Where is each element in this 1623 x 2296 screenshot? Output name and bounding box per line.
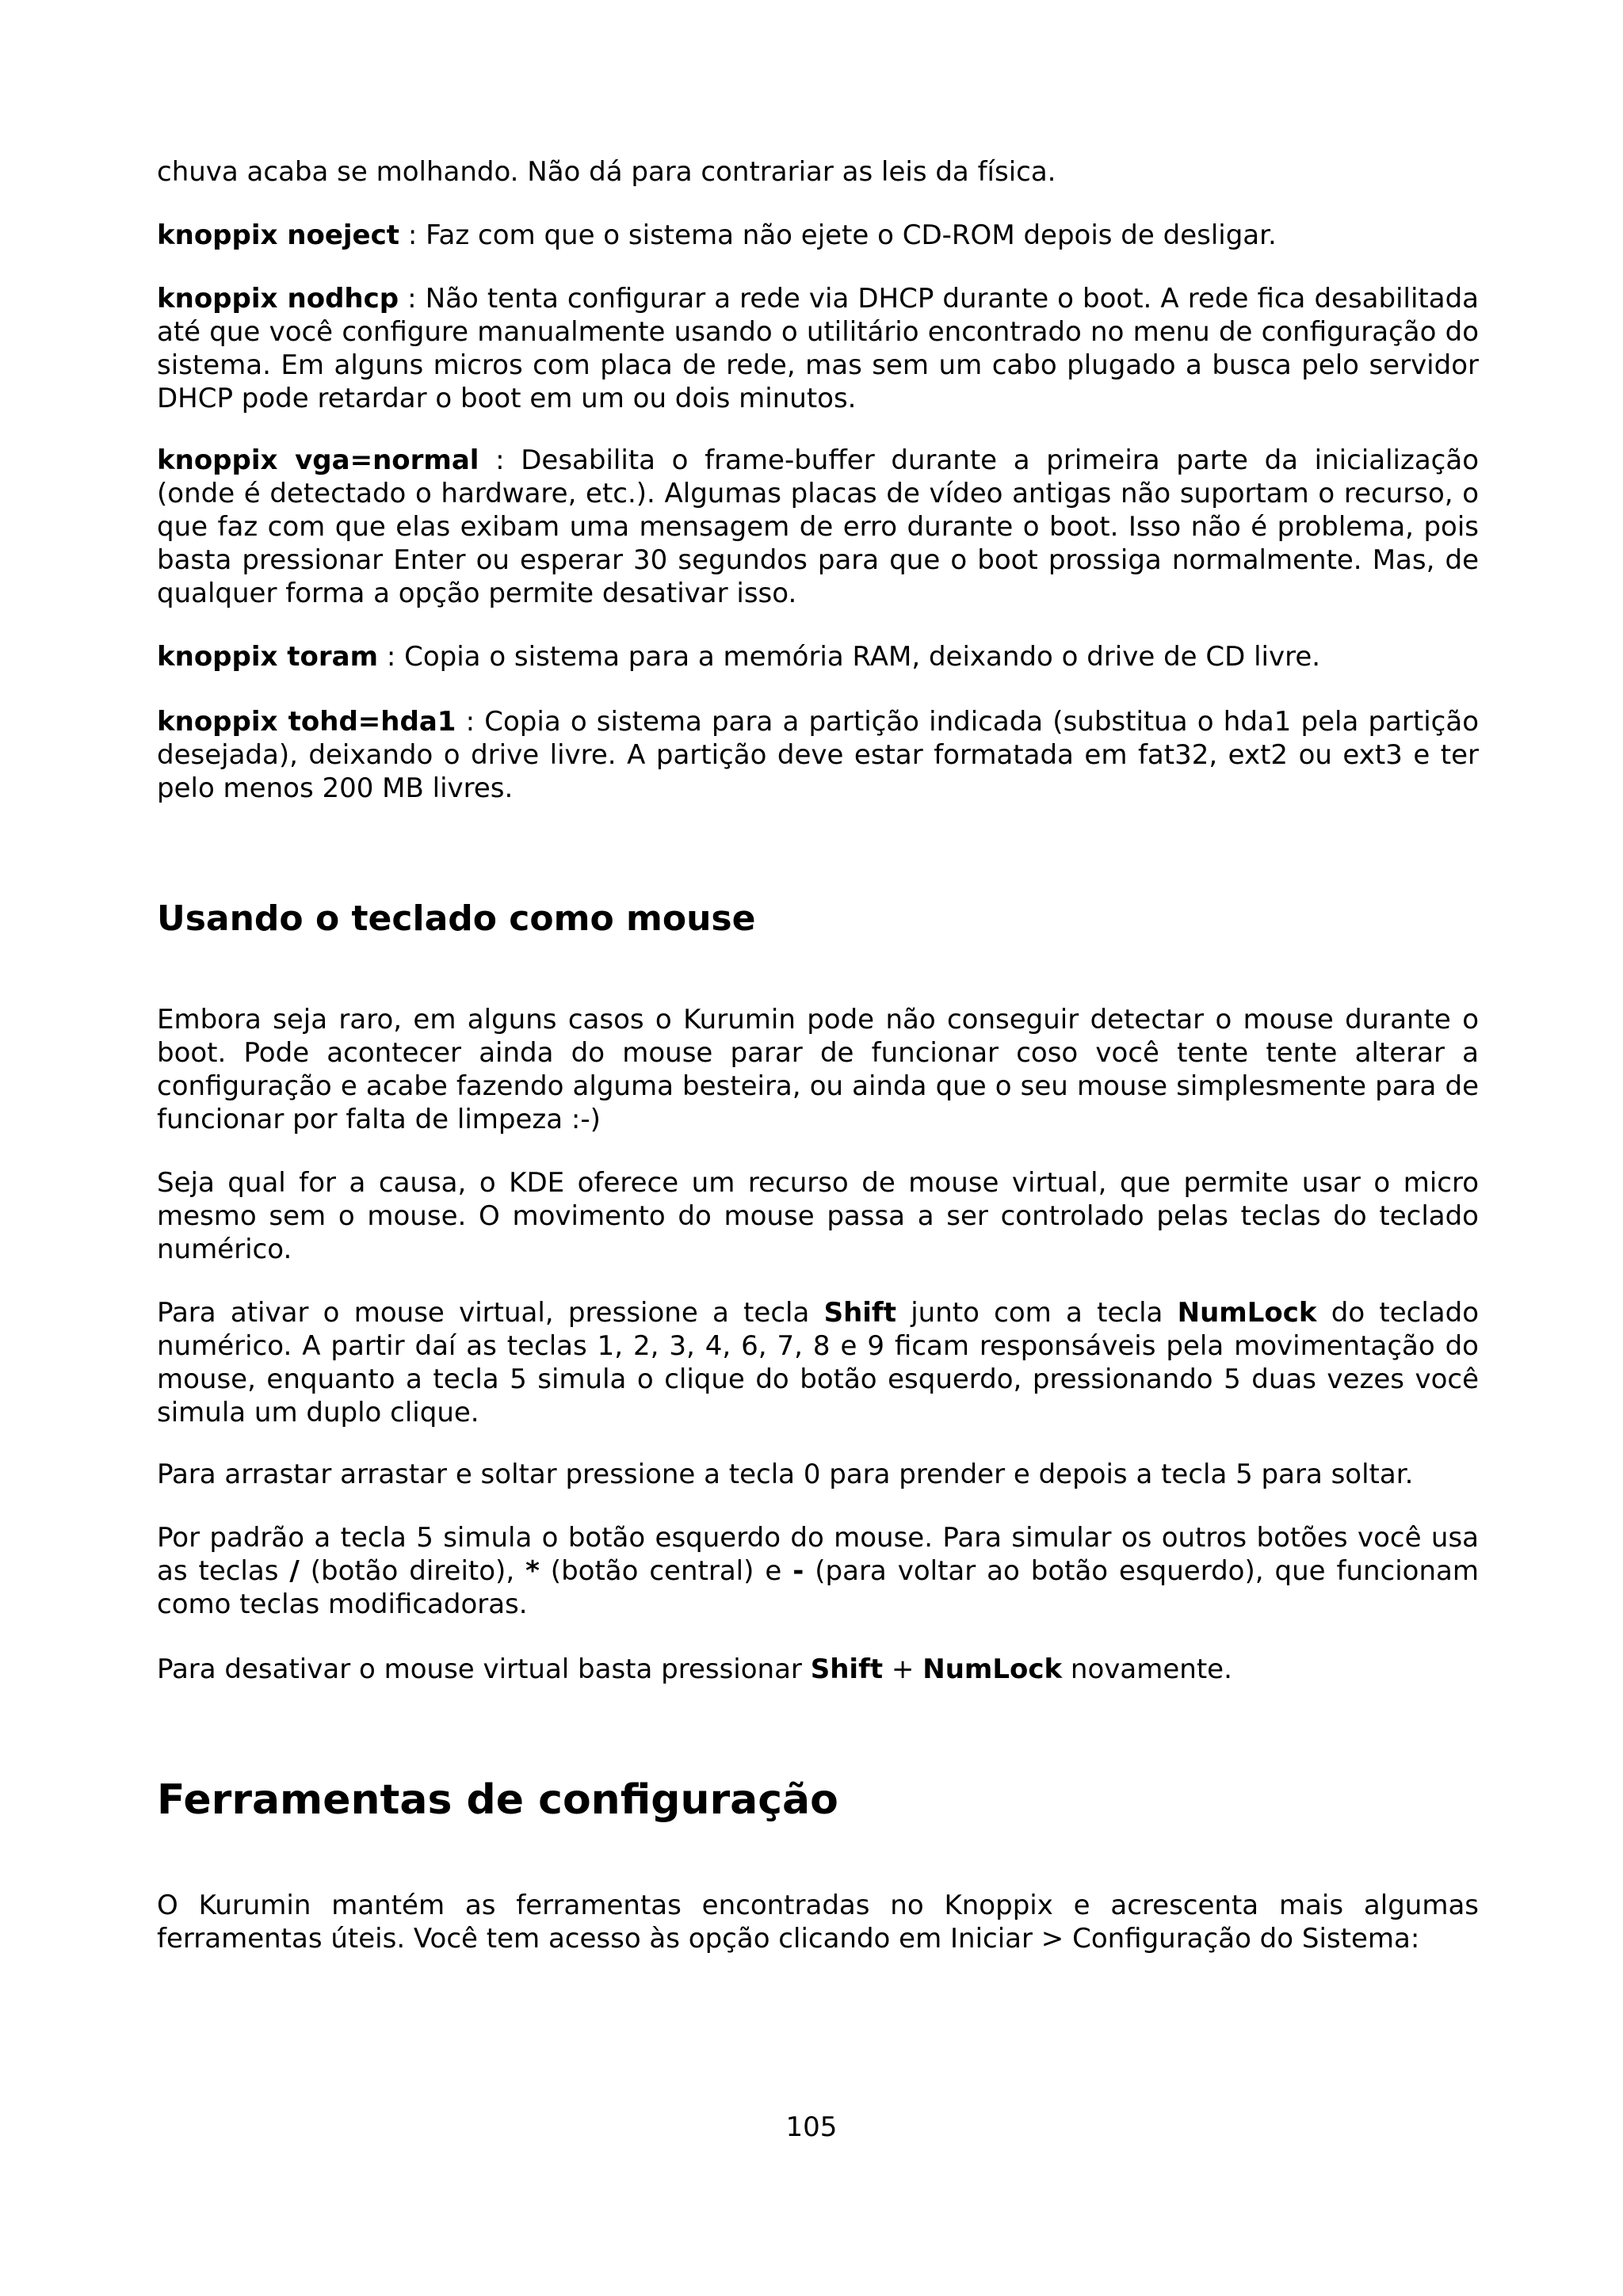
paragraph-noeject: knoppix noeject : Faz com que o sistema não ejete o CD-ROM depois de desligar. (157, 219, 1277, 251)
paragraph-embora: Embora seja raro, em alguns casos o Kurumin pode não conseguir detectar o mouse durante o boot. Pode acontecer ainda do mouse parar de funcionar coso você tente tente alterar a configuração e acabe fazendo alguma besteira, ou ainda que o seu mouse simplesmente para de funcionar por falta de limpeza :-) (157, 1004, 1479, 1135)
paragraph-arrastar: Para arrastar arrastar e soltar pressione a tecla 0 para prender e depois a tecla 5 para soltar. (157, 1459, 1414, 1490)
key-minus: - (792, 1555, 804, 1587)
section-heading-mouse: Usando o teclado como mouse (157, 898, 756, 939)
key-slash: / (289, 1555, 300, 1587)
option-term-nodhcp: knoppix nodhcp (157, 283, 399, 315)
paragraph-nodhcp: knoppix nodhcp : Não tenta configurar a rede via DHCP durante o boot. A rede fica desabilitada até que você configure manualmente usando o utilitário encontrado no menu de configuração do sistema. Em alguns micros com placa de rede, mas sem um cabo plugado a busca pelo servidor DHCP pode retardar o boot em um ou dois minutos. (157, 283, 1479, 414)
paragraph-tohd: knoppix tohd=hda1 : Copia o sistema para a partição indicada (substitua o hda1 pela partição desejada), deixando o drive livre. A partição deve estar formatada em fat32, ext2 ou ext3 e ter pelo menos 200 MB livres. (157, 706, 1480, 804)
paragraph-kurumin: O Kurumin mantém as ferramentas encontradas no Knoppix e acrescenta mais algumas ferramentas úteis. Você tem acesso às opção clicando em Iniciar > Configuração do Sistema: (157, 1890, 1479, 1955)
option-term-vga: knoppix vga=normal (157, 444, 479, 476)
paragraph-desativar: Para desativar o mouse virtual basta pressionar Shift + NumLock novamente. (157, 1653, 1232, 1685)
key-asterisk: * (525, 1555, 540, 1587)
paragraph-padrao: Por padrão a tecla 5 simula o botão esquerdo do mouse. Para simular os outros botões você usa as teclas / (botão direito), * (botão central) e - (para voltar ao botão esquerdo), que funcionam como teclas modificadoras. (157, 1522, 1479, 1620)
option-term-toram: knoppix toram (157, 641, 379, 673)
paragraph-ativar: Para ativar o mouse virtual, pressione a tecla Shift junto com a tecla NumLock do teclado numérico. A partir daí as teclas 1, 2, 3, 4, 6, 7, 8 e 9 ficam responsáveis pela movimentação do mouse, enquanto a tecla 5 simula o clique do botão esquerdo, pressionando 5 duas vezes você simula um duplo clique. (157, 1297, 1480, 1428)
paragraph-toram: knoppix toram : Copia o sistema para a memória RAM, deixando o drive de CD livre. (157, 641, 1321, 673)
paragraph-intro: chuva acaba se molhando. Não dá para contrariar as leis da física. (157, 156, 1056, 188)
paragraph-vga: knoppix vga=normal : Desabilita o frame-buffer durante a primeira parte da inicialização (onde é detectado o hardware, etc.). Algumas placas de vídeo antigas não suportam o recurso, o que faz com que elas exibam uma mensagem de erro durante o boot. Isso não é problema, pois basta pressionar Enter ou esperar 30 segundos para que o boot prossiga normalmente. Mas, de qualquer forma a opção permite desativar isso. (157, 444, 1480, 609)
key-shift: Shift (810, 1653, 884, 1685)
section-heading-ferramentas: Ferramentas de configuração (157, 1776, 838, 1824)
option-term-noeject: knoppix noeject (157, 219, 400, 251)
option-term-tohd: knoppix tohd=hda1 (157, 706, 456, 738)
page-number: 105 (785, 2111, 838, 2143)
key-numlock: NumLock (922, 1653, 1063, 1685)
paragraph-seja: Seja qual for a causa, o KDE oferece um recurso de mouse virtual, que permite usar o micro mesmo sem o mouse. O movimento do mouse passa a ser controlado pelas teclas do teclado numérico. (157, 1167, 1479, 1265)
key-numlock: NumLock (1177, 1297, 1317, 1329)
key-shift: Shift (823, 1297, 896, 1329)
